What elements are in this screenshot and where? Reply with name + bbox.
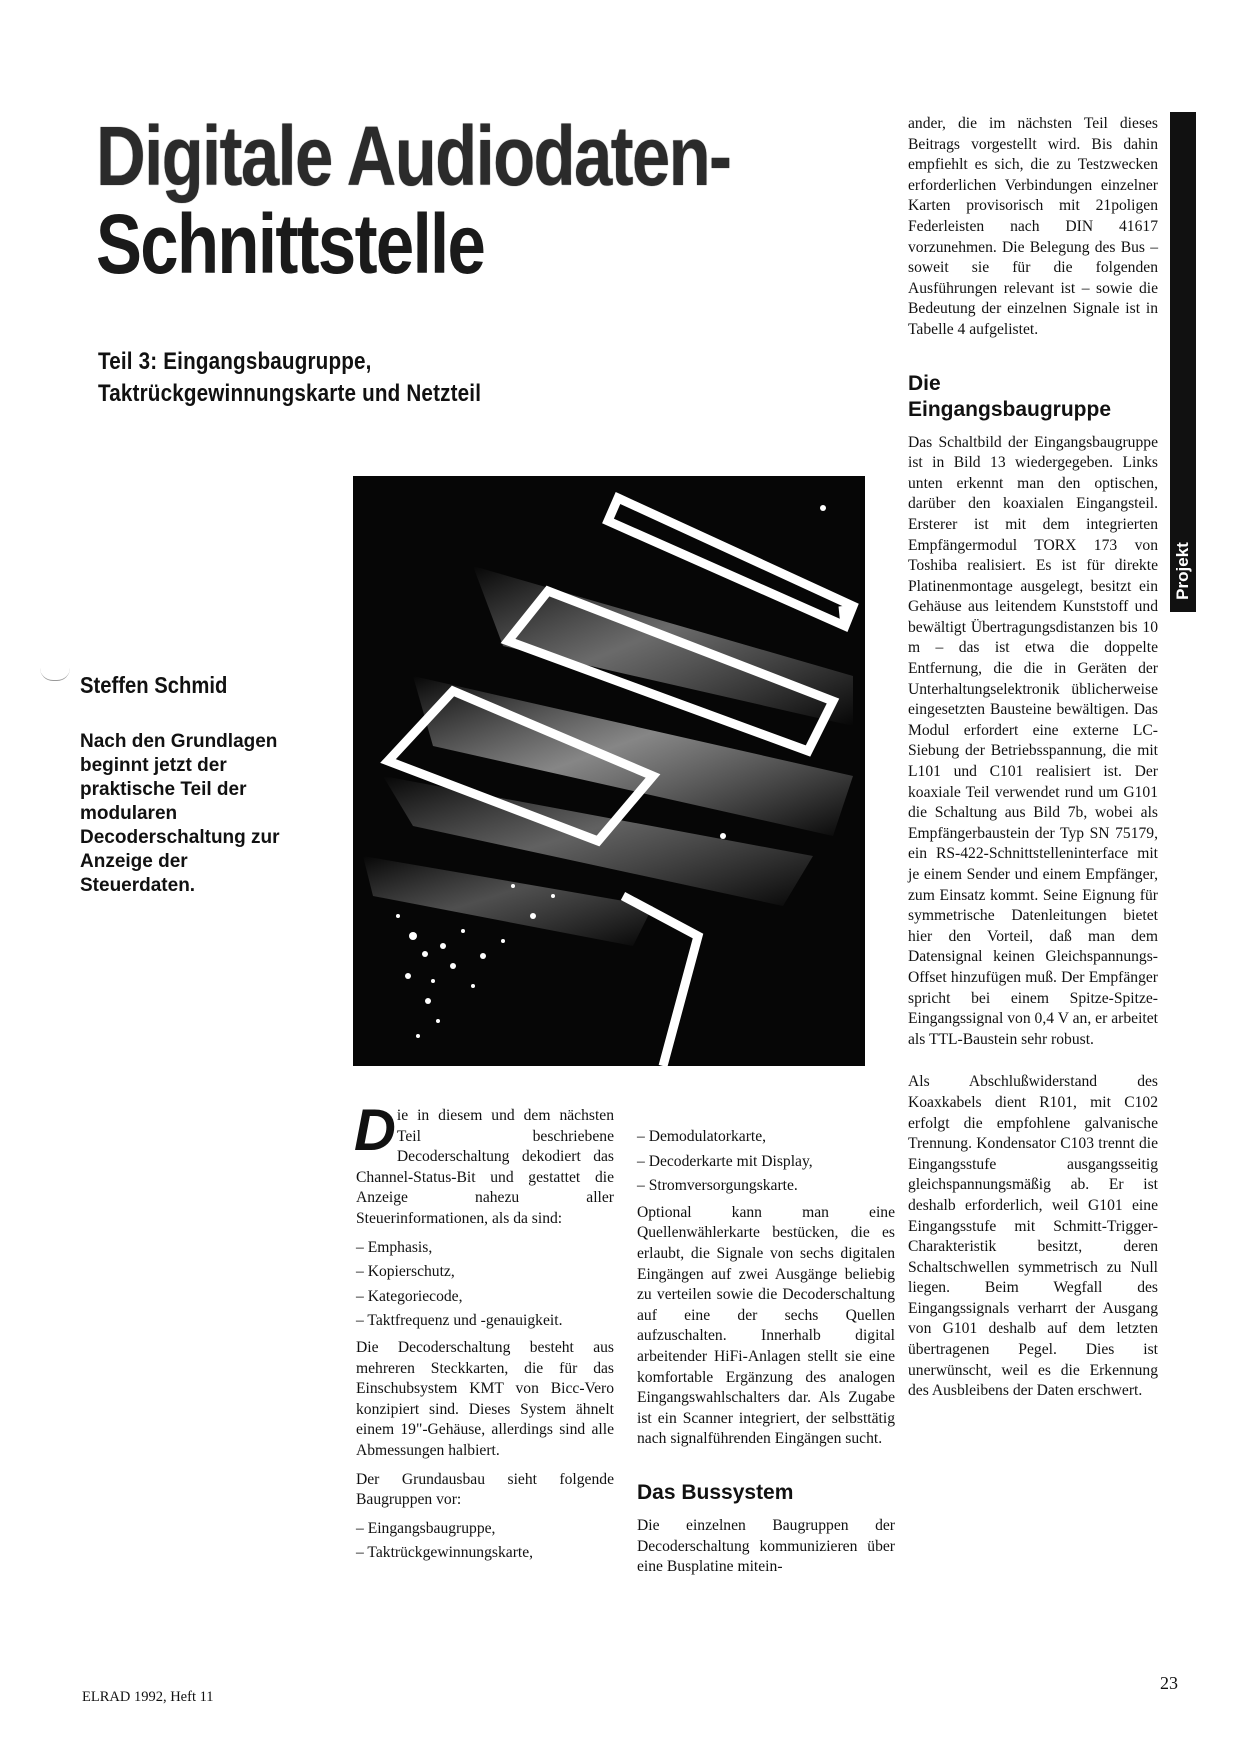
teaser-line: Nach den Grundlagen [80, 731, 278, 752]
list-item: – Eingangsbaugruppe, [356, 1519, 496, 1537]
page-number: 23 [1160, 1673, 1178, 1693]
body-paragraph: Die Decoderschaltung besteht aus mehreren Steckkarten, die für das Einschubsystem KMT von Bicc-Vero konzipiert sind. Dieses System ähnelt einem 19"-Gehäuse, allerdings sind alle Abmessungen halbiert. [356, 1338, 614, 1459]
teaser-line: modularen [80, 803, 178, 824]
body-paragraph: Die einzelnen Baugruppen der Decoderschaltung kommunizieren über eine Busplatine mitein- [637, 1516, 895, 1576]
list-item: – Kopierschutz, [356, 1263, 455, 1281]
teaser-line: Anzeige der [80, 851, 188, 872]
list-item: – Demodulatorkarte, [637, 1128, 767, 1145]
intro-paragraph: Die in diesem und dem nächsten Teil beschriebene Decoderschaltung dekodiert das Channel-Status-Bit und gestattet die Anzeige nahezu aller Steuerinformationen, als da sind: [354, 1098, 614, 1227]
list-item: – Emphasis, [356, 1238, 433, 1256]
article-teaser [80, 730, 320, 898]
teaser-line: Decoderschaltung zur [80, 827, 280, 848]
title-line-2: Schnittstelle [96, 197, 485, 291]
text-column-1 [354, 1098, 614, 1570]
body-paragraph: ander, die im nächsten Teil dieses Beitrags vorgestellt wird. Bis dahin empfiehlt es sich, die zu Testzwecken erforderlichen Verbindungen einzelner Karten provisorisch mit 21poligen Federleisten nach DIN 41617 vorzunehmen. Die Belegung des Bus – soweit sie für die folgenden Ausführungen relevant ist – sowie die Bedeutung der einzelnen Signale ist in Tabelle 4 aufgelistet. [908, 115, 1158, 338]
subtitle-line-2: Taktrückgewinnungskarte und Netzteil [98, 380, 482, 407]
section-side-tab [1170, 112, 1196, 612]
list-item: – Stromversorgungskarte. [637, 1177, 798, 1195]
subtitle-line-1: Teil 3: Eingangsbaugruppe, [98, 348, 372, 375]
text-column-2 [637, 1127, 895, 1586]
list-item: – Decoderkarte mit Display, [637, 1152, 813, 1170]
section-heading-eingangsbaugruppe: Die Eingangsbaugruppe [908, 371, 1112, 421]
drop-cap: D [354, 1098, 396, 1163]
teaser-line: beginnt jetzt der [80, 755, 227, 776]
title-line-1: Digitale Audiodaten- [96, 109, 731, 203]
text-column-3 [908, 114, 1158, 1410]
circuit-boards-photo-graphic [353, 476, 865, 1066]
module-list-continued [637, 1127, 895, 1197]
article-subtitle [98, 346, 717, 410]
article-photo [353, 476, 865, 1066]
body-paragraph: Der Grundausbau sieht folgende Baugruppen vor: [356, 1470, 614, 1509]
author-name: Steffen Schmid [80, 672, 228, 698]
list-item: – Taktrückgewinnungskarte, [356, 1544, 534, 1562]
article-title [96, 109, 731, 291]
publication-footer: ELRAD 1992, Heft 11 [82, 1689, 214, 1705]
body-paragraph: Als Abschlußwiderstand des Koaxkabels dient R101, mit C102 erfolgt die empfohlene galvanische Trennung. Kondensator C103 trennt die Eingangsstufe ausgangsseitig gleichspannungsmäßig ab. Er ist deshalb erforderlich, weil G101 eine Eingangsstufe mit Schmitt-Trigger-Charakteristik besitzt, deren Schaltschwellen symmetrisch zu Null liegen. Beim Wegfall des Eingangssignals verharrt der Ausgang von G101 deshalb auf dem letzten übertragenen Pegel. Dies ist unerwünscht, weil es die Erkennung des Ausbleibens der Daten erschwert. [908, 1073, 1158, 1400]
body-paragraph: Das Schaltbild der Eingangsbaugruppe ist in Bild 13 wiedergegeben. Links unten erkennt man den optischen, darüber den koaxialen Eingangsteil. Ersterer ist mit dem integrierten Empfängermodul TORX 173 von Toshiba realisiert. Es ist für direkte Platinenmontage ausgelegt, besitzt ein Gehäuse aus leitendem Kunststoff und bewältigt Übertragungsdistanzen bis 10 m – das ist etwa die doppelte Entfernung, die die in Geräten der Unterhaltungselektronik üblicherweise eingesetzten Bausteine bewältigen. Das Modul erfordert eine externe LC-Siebung der Betriebsspannung, die mit L101 und C101 realisiert ist. Der koaxiale Teil verwendet rund um G101 die Schaltung aus Bild 7b, wobei als Empfängerbaustein der Typ SN 75179, ein RS-422-Schnittstelleninterface mit je einem Sender und einem Empfänger, zum Einsatz kommt. Seine Eignung für symmetrische Datenleitungen bietet hier den Vorteil, daß man dem Datensignal keinen Gleichspannungs-Offset hinzufügen muß. Der Empfänger spricht bei einem Spitze-Spitze-Eingangssignal von 0,4 V an, er arbeitet als TTL-Baustein sehr robust. [908, 433, 1158, 1048]
control-info-list [356, 1238, 614, 1332]
list-item: – Kategoriecode, [356, 1287, 463, 1305]
side-tab-label: Projekt [1173, 542, 1192, 600]
body-paragraph: Optional kann man eine Quellenwählerkarte bestücken, die es erlaubt, die Signale von sechs digitalen Eingängen auf zwei Ausgänge beliebig zu verteilen sowie die Decoderschaltung auf eine der sechs Quellen aufzuschalten. Innerhalb digital arbeitender HiFi-Anlagen stellt sie eine komfortable Ergänzung des analogen Eingangswahlschalters dar. Als Zugabe ist ein Scanner integriert, der selbsttätig nach signalführenden Eingängen sucht. [637, 1203, 895, 1448]
scan-artifact [40, 668, 70, 681]
teaser-line: praktische Teil der [80, 779, 247, 800]
teaser-line: Steuerdaten. [80, 875, 196, 896]
module-list [356, 1519, 614, 1564]
list-item: – Taktfrequenz und -genauigkeit. [356, 1312, 563, 1330]
section-heading-bussystem: Das Bussystem [637, 1480, 794, 1504]
